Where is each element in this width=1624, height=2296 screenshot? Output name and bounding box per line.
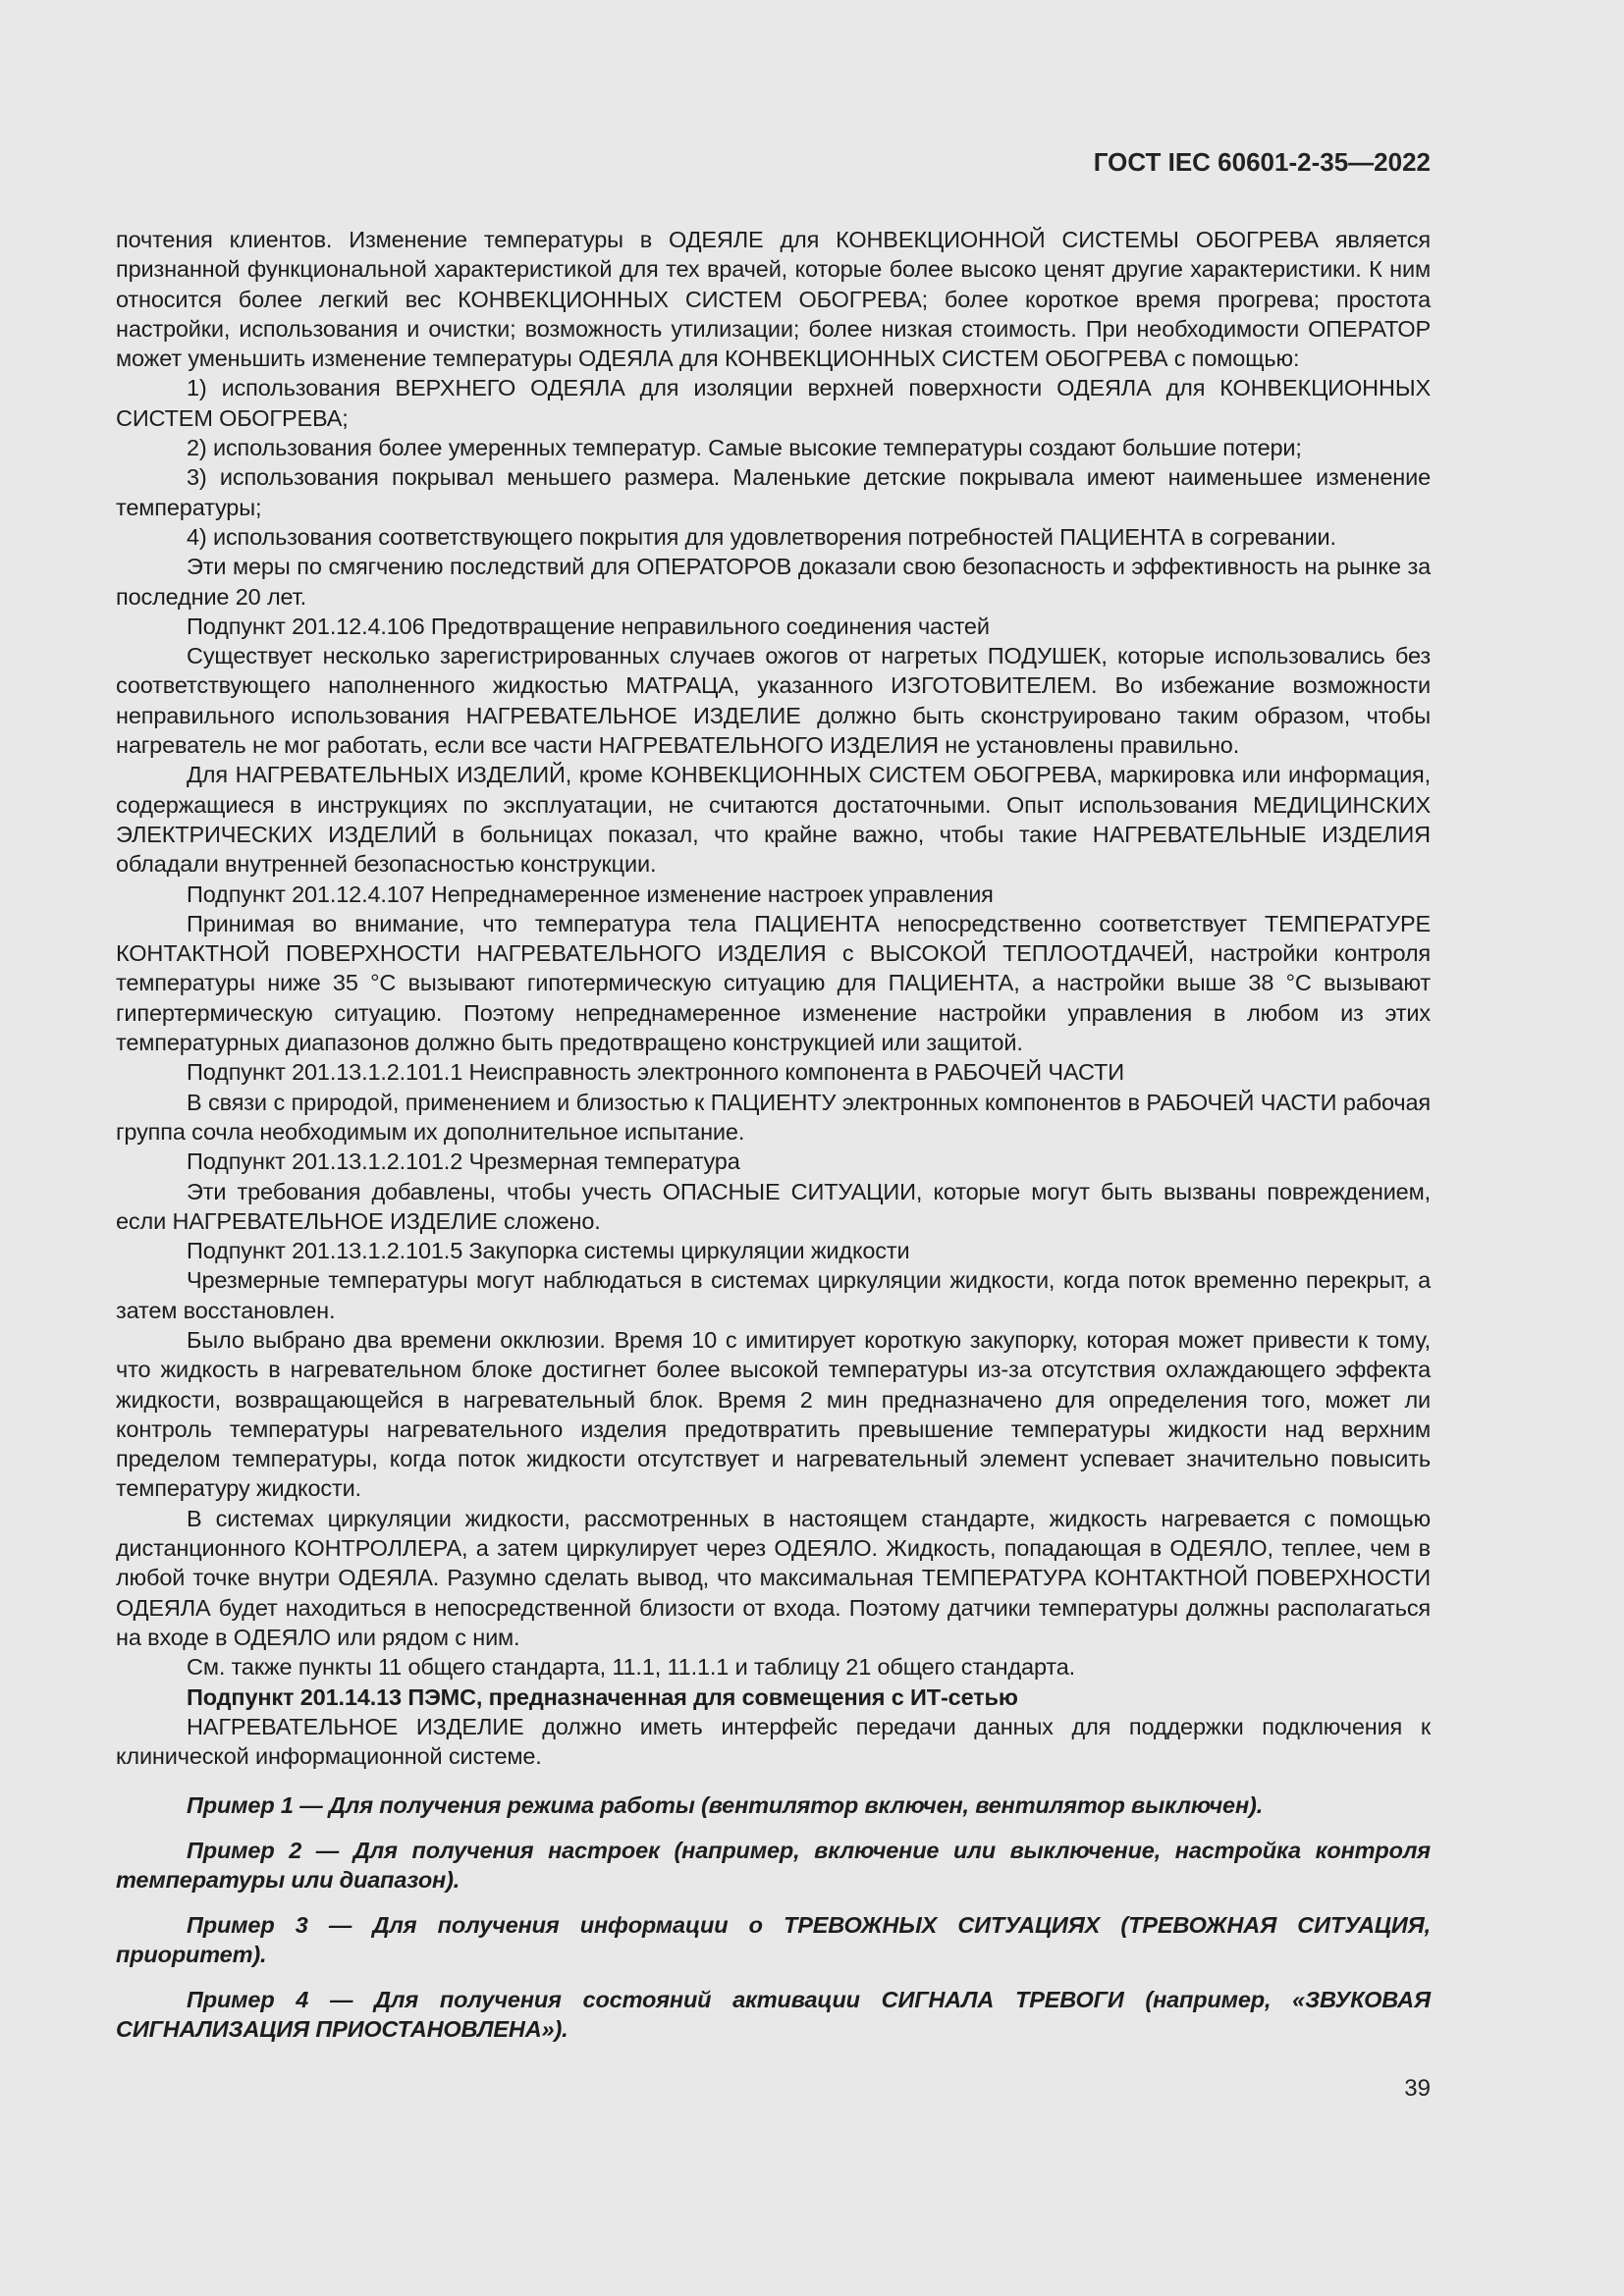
page-number: 39 [1404, 2075, 1431, 2102]
document-body [116, 225, 1431, 2044]
list-item: 3) использования покрывал меньшего размера. Маленькие детские покрывала имеют наименьшее изменение температуры; [116, 464, 1431, 520]
paragraph: Эти меры по смягчению последствий для ОПЕРАТОРОВ доказали свою безопасность и эффективность на рынке за последние 20 лет. [116, 554, 1431, 610]
paragraph: НАГРЕВАТЕЛЬНОЕ ИЗДЕЛИЕ должно иметь интерфейс передачи данных для поддержки подключения к клинической информационной системе. [116, 1713, 1431, 1770]
subclause-heading-bold: Подпункт 201.14.13 ПЭМС, предназначенная для совмещения с ИТ-сетью [187, 1683, 1018, 1710]
example-3: Пример 3 — Для получения информации о ТРЕВОЖНЫХ СИТУАЦИЯХ (ТРЕВОЖНАЯ СИТУАЦИЯ, приоритет). [116, 1912, 1431, 1968]
paragraph: почтения клиентов. Изменение температуры в ОДЕЯЛЕ для КОНВЕКЦИОННОЙ СИСТЕМЫ ОБОГРЕВА является признанной функциональной характеристикой для тех врачей, которые более высоко ценят другие характеристики. К ним относится более легкий вес КОНВЕКЦИОННЫХ СИСТЕМ ОБОГРЕВА; более короткое время прогрева; простота настройки, использования и очистки; возможность утилизации; более низкая стоимость. При необходимости ОПЕРАТОР может уменьшить изменение температуры ОДЕЯЛА для КОНВЕКЦИОННЫХ СИСТЕМ ОБОГРЕВА с помощью: [116, 227, 1431, 372]
example-2: Пример 2 — Для получения настроек (например, включение или выключение, настройка контроля температуры или диапазон). [116, 1838, 1431, 1894]
example-1: Пример 1 — Для получения режима работы (вентилятор включен, вентилятор выключен). [187, 1792, 1264, 1819]
subclause-heading: Подпункт 201.13.1.2.101.2 Чрезмерная температура [187, 1148, 740, 1175]
list-item: 2) использования более умеренных температур. Самые высокие температуры создают большие потери; [187, 435, 1302, 461]
paragraph: Существует несколько зарегистрированных случаев ожогов от нагретых ПОДУШЕК, которые использовались без соответствующего наполненного жидкостью МАТРАЦА, указанного ИЗГОТОВИТЕЛЕМ. Во избежание возможности неправильного использования НАГРЕВАТЕЛЬНОЕ ИЗДЕЛИЕ должно быть сконструировано таким образом, чтобы нагреватель не мог работать, если все части НАГРЕВАТЕЛЬНОГО ИЗДЕЛИЯ не установлены правильно. [116, 643, 1431, 759]
paragraph: В связи с природой, применением и близостью к ПАЦИЕНТУ электронных компонентов в РАБОЧЕЙ ЧАСТИ рабочая группа сочла необходимым их дополнительное испытание. [116, 1089, 1431, 1145]
paragraph: Эти требования добавлены, чтобы учесть ОПАСНЫЕ СИТУАЦИИ, которые могут быть вызваны повреждением, если НАГРЕВАТЕЛЬНОЕ ИЗДЕЛИЕ сложено. [116, 1178, 1431, 1234]
paragraph: Принимая во внимание, что температура тела ПАЦИЕНТА непосредственно соответствует ТЕМПЕРАТУРЕ КОНТАКТНОЙ ПОВЕРХНОСТИ НАГРЕВАТЕЛЬНОГО ИЗДЕЛИЯ с ВЫСОКОЙ ТЕПЛООТДАЧЕЙ, настройки контроля температуры ниже 35 °C вызывают гипотермическую ситуацию для ПАЦИЕНТА, а настройки выше 38 °C вызывают гипертермическую ситуацию. Поэтому непреднамеренное изменение настройки управления в любом из этих температурных диапазонов должно быть предотвращено конструкцией или защитой. [116, 910, 1431, 1056]
standard-header: ГОСТ IEC 60601-2-35—2022 [1093, 147, 1431, 177]
subclause-heading: Подпункт 201.12.4.107 Непреднамеренное изменение настроек управления [187, 881, 994, 907]
paragraph: См. также пункты 11 общего стандарта, 11.1, 11.1.1 и таблицу 21 общего стандарта. [187, 1654, 1075, 1681]
subclause-heading: Подпункт 201.13.1.2.101.1 Неисправность электронного компонента в РАБОЧЕЙ ЧАСТИ [187, 1059, 1124, 1086]
list-item: 1) использования ВЕРХНЕГО ОДЕЯЛА для изоляции верхней поверхности ОДЕЯЛА для КОНВЕКЦИОННЫХ СИСТЕМ ОБОГРЕВА; [116, 375, 1431, 431]
list-item: 4) использования соответствующего покрытия для удовлетворения потребностей ПАЦИЕНТА в согревании. [187, 523, 1336, 550]
paragraph: Чрезмерные температуры могут наблюдаться в системах циркуляции жидкости, когда поток временно перекрыт, а затем восстановлен. [116, 1267, 1431, 1323]
subclause-heading: Подпункт 201.12.4.106 Предотвращение неправильного соединения частей [187, 613, 990, 639]
example-4: Пример 4 — Для получения состояний активации СИГНАЛА ТРЕВОГИ (например, «ЗВУКОВАЯ СИГНАЛИЗАЦИЯ ПРИОСТАНОВЛЕНА»). [116, 1987, 1431, 2043]
subclause-heading: Подпункт 201.13.1.2.101.5 Закупорка системы циркуляции жидкости [187, 1238, 910, 1264]
paragraph: Было выбрано два времени окклюзии. Время 10 с имитирует короткую закупорку, которая может привести к тому, что жидкость в нагревательном блоке достигнет более высокой температуры из-за отсутствия охлаждающего эффекта жидкости, возвращающейся в нагревательный блок. Время 2 мин предназначено для определения того, может ли контроль температуры нагревательного изделия предотвратить превышение температуры жидкости над верхним пределом температуры, когда поток жидкости отсутствует и нагревательный элемент успевает значительно повысить температуру жидкости. [116, 1326, 1431, 1502]
paragraph: В системах циркуляции жидкости, рассмотренных в настоящем стандарте, жидкость нагревается с помощью дистанционного КОНТРОЛЛЕРА, а затем циркулирует через ОДЕЯЛО. Жидкость, попадающая в ОДЕЯЛО, теплее, чем в любой точке внутри ОДЕЯЛА. Разумно сделать вывод, что максимальная ТЕМПЕРАТУРА КОНТАКТНОЙ ПОВЕРХНОСТИ ОДЕЯЛА будет находиться в непосредственной близости от входа. Поэтому датчики температуры должны располагаться на входе в ОДЕЯЛО или рядом с ним. [116, 1505, 1431, 1650]
paragraph: Для НАГРЕВАТЕЛЬНЫХ ИЗДЕЛИЙ, кроме КОНВЕКЦИОННЫХ СИСТЕМ ОБОГРЕВА, маркировка или информация, содержащиеся в инструкциях по эксплуатации, не считаются достаточными. Опыт использования МЕДИЦИНСКИХ ЭЛЕКТРИЧЕСКИХ ИЗДЕЛИЙ в больницах показал, что крайне важно, чтобы такие НАГРЕВАТЕЛЬНЫЕ ИЗДЕЛИЯ обладали внутренней безопасностью конструкции. [116, 762, 1431, 878]
